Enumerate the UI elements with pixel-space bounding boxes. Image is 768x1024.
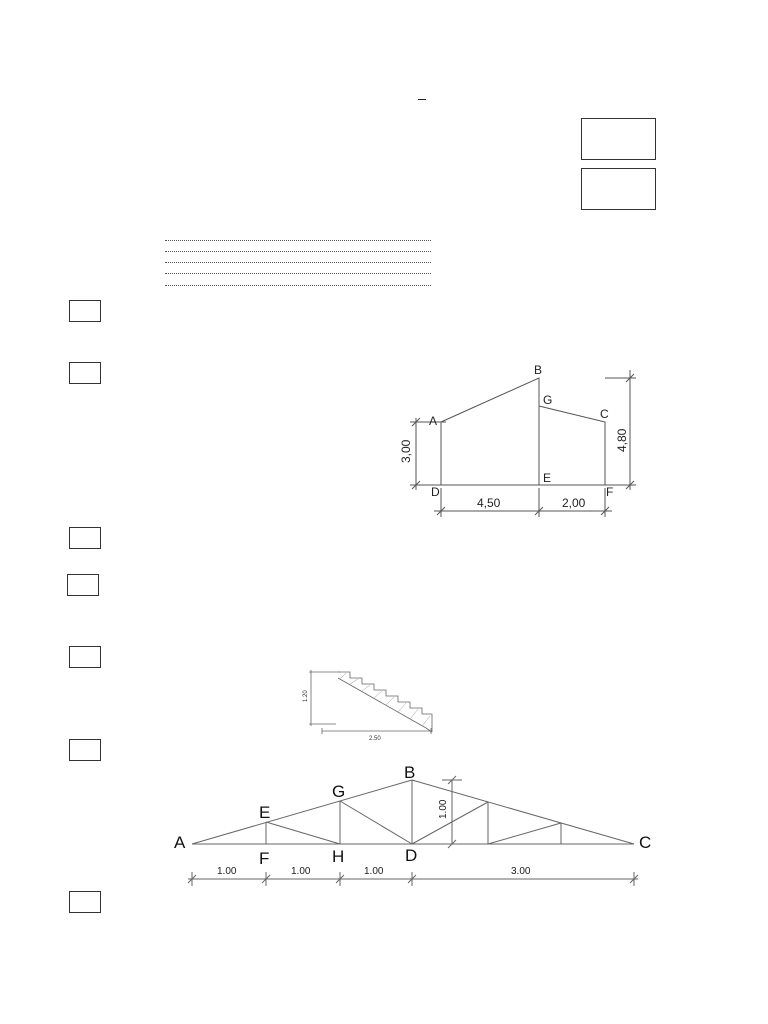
pentagon-dim-left-height: 3,00	[399, 439, 413, 463]
truss-figure	[168, 752, 678, 898]
truss-label-b: B	[404, 763, 416, 782]
truss-label-g: G	[332, 782, 346, 801]
pentagon-dim-right-height: 4,80	[615, 428, 629, 452]
truss-dim-span-4: 3.00	[511, 866, 531, 877]
score-box-2[interactable]	[581, 168, 656, 210]
question-number-box-3	[69, 527, 101, 549]
question-number-box-1	[69, 300, 101, 322]
question-number-box-5	[69, 646, 101, 668]
header-dash-mark	[418, 99, 426, 100]
pentagon-label-a: A	[429, 414, 438, 428]
truss-label-f: F	[259, 849, 270, 868]
answer-line-4[interactable]	[165, 273, 431, 274]
pentagon-label-d: D	[431, 485, 440, 499]
pentagon-dim-bottom-left: 4,50	[477, 496, 501, 510]
pentagon-label-f: F	[606, 485, 614, 499]
pentagon-dim-bottom-right: 2,00	[562, 496, 586, 510]
question-number-box-6	[69, 739, 101, 761]
truss-dim-height: 1.00	[438, 799, 449, 819]
stairs-figure	[298, 666, 450, 744]
question-number-box-7	[69, 891, 101, 913]
pentagon-figure	[380, 360, 660, 520]
truss-label-c: C	[639, 833, 652, 852]
answer-line-2[interactable]	[165, 251, 431, 252]
answer-line-5[interactable]	[165, 285, 431, 286]
score-box-1[interactable]	[581, 118, 656, 160]
truss-label-e: E	[259, 803, 271, 822]
answer-line-1[interactable]	[165, 240, 431, 241]
truss-label-a: A	[174, 833, 186, 852]
truss-dim-span-1: 1.00	[217, 866, 237, 877]
stairs-dim-width: 2.50	[369, 736, 381, 742]
pentagon-label-g: G	[543, 393, 553, 407]
truss-dim-span-2: 1.00	[291, 866, 311, 877]
truss-label-d: D	[405, 846, 418, 865]
truss-label-h: H	[332, 847, 345, 866]
question-number-box-4	[67, 574, 99, 596]
question-number-box-2	[69, 362, 101, 384]
answer-line-3[interactable]	[165, 262, 431, 263]
pentagon-label-e: E	[543, 471, 552, 485]
pentagon-label-c: C	[600, 407, 609, 421]
truss-dim-span-3: 1.00	[364, 866, 384, 877]
pentagon-label-b: B	[534, 363, 543, 377]
stairs-dim-height: 1.20	[303, 690, 309, 702]
